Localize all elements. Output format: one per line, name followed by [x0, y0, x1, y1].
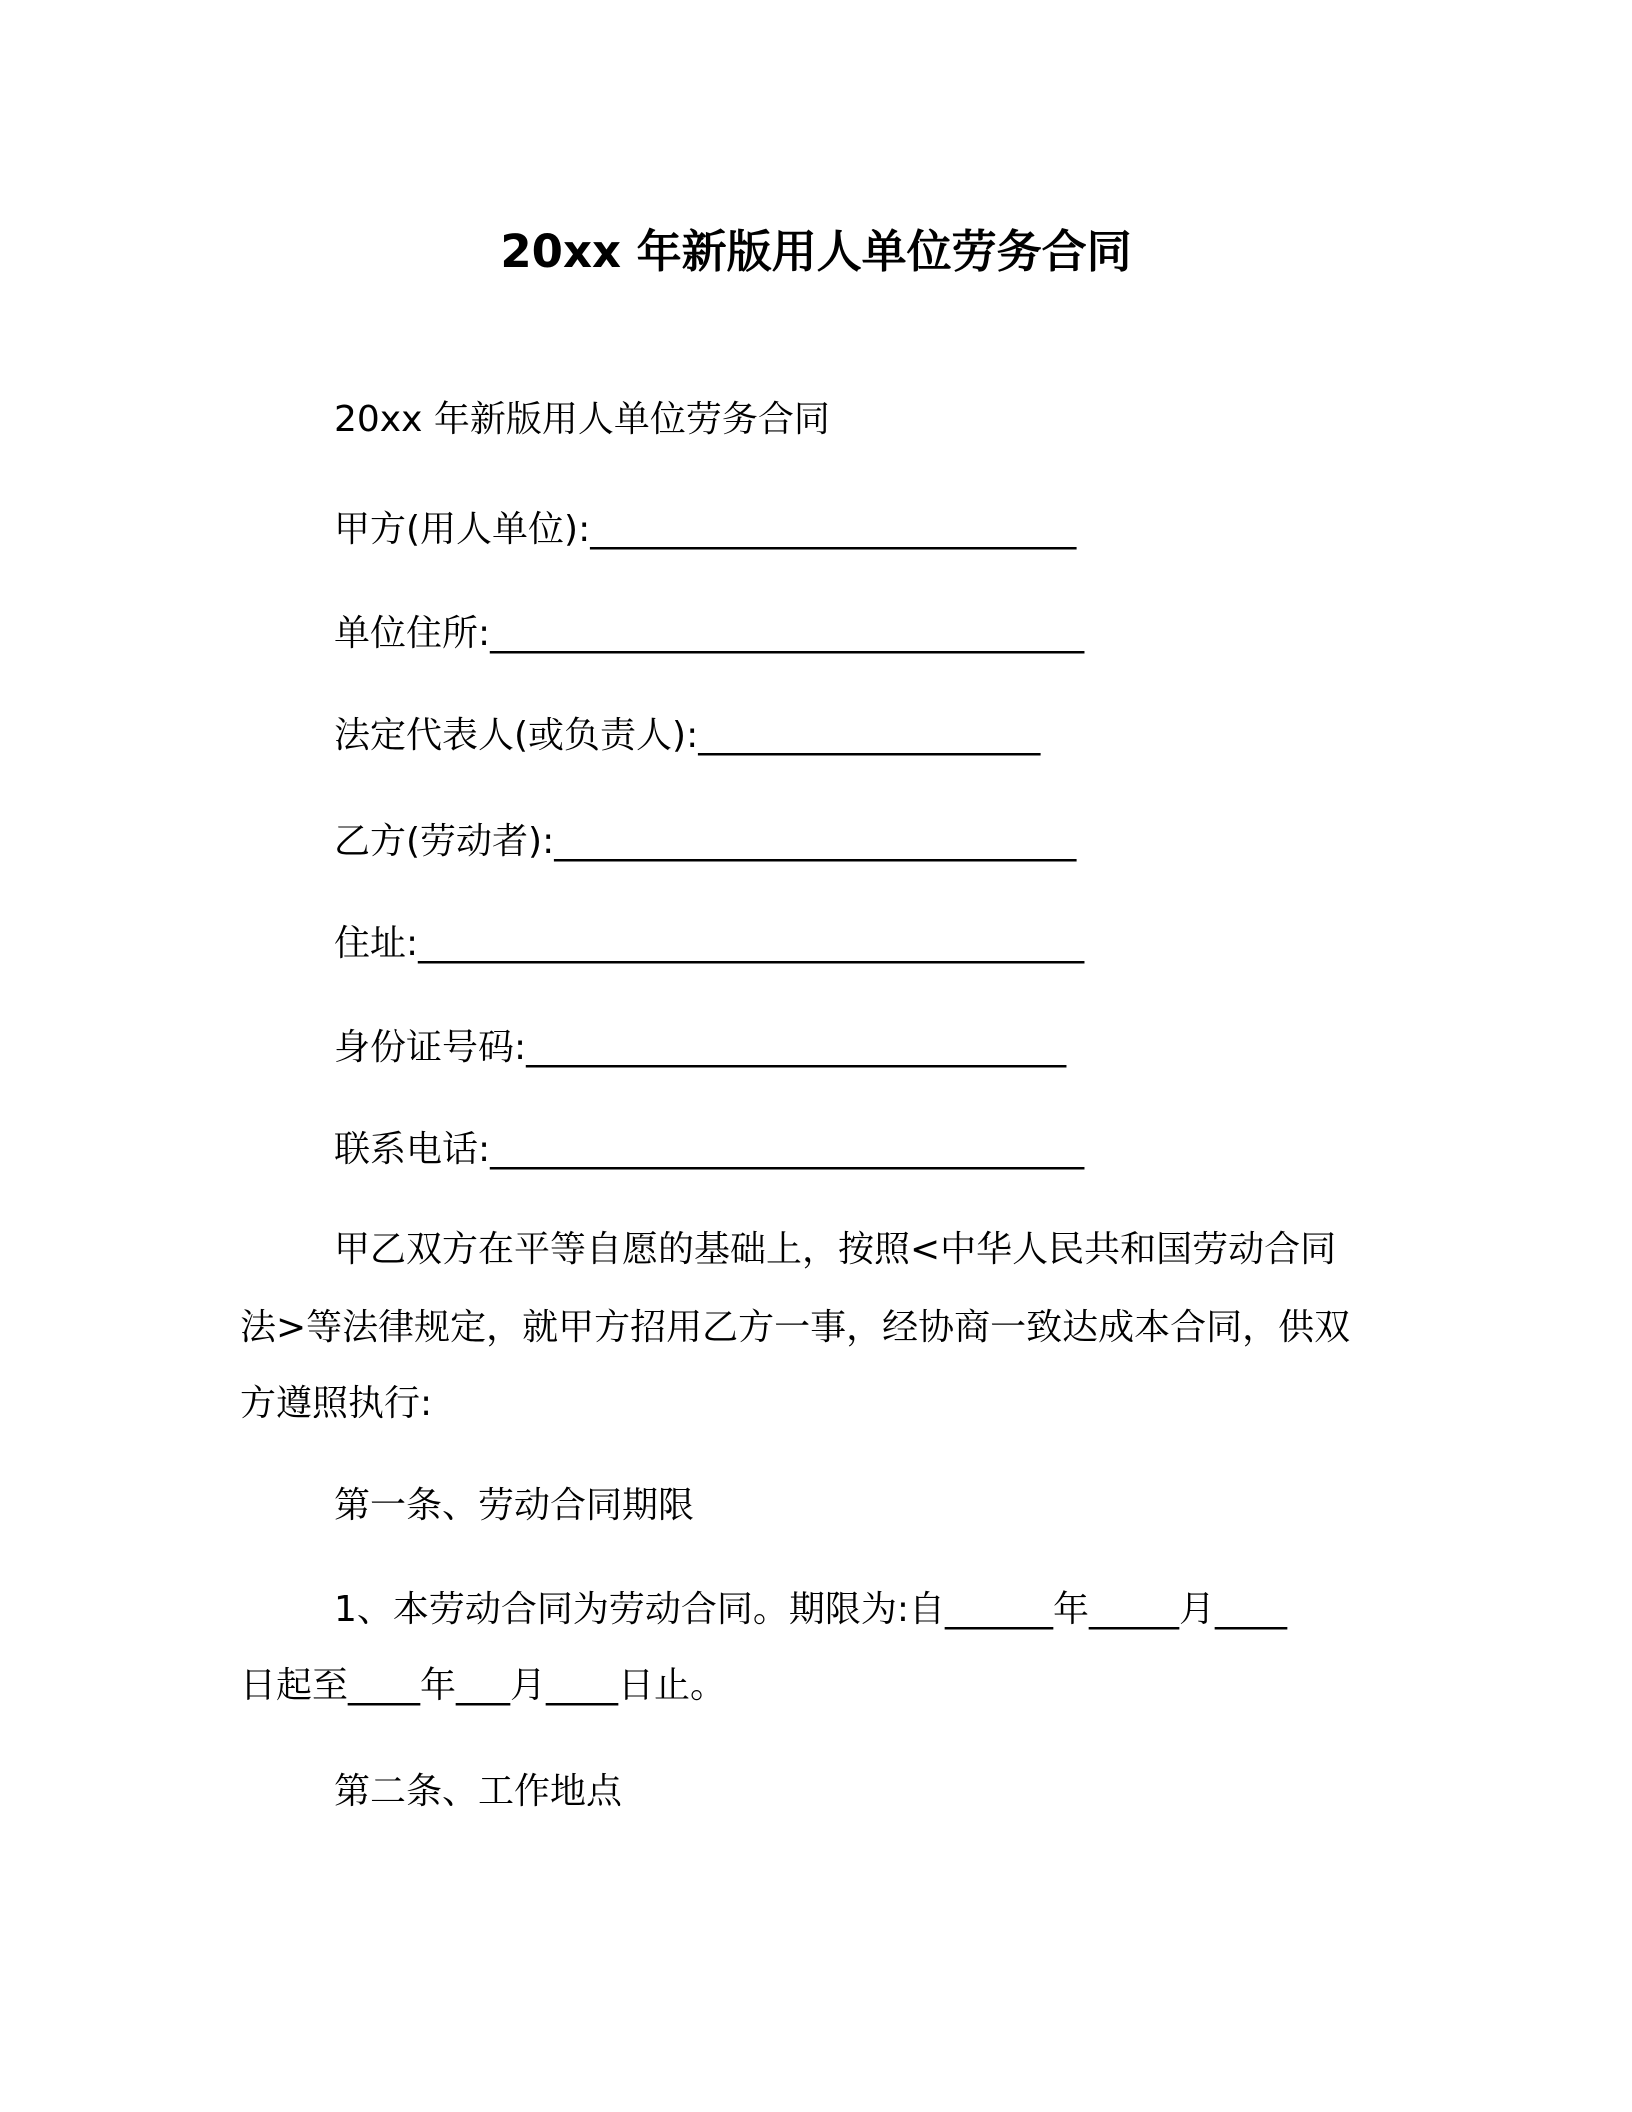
document-subtitle: 20xx 年新版用人单位劳务合同: [334, 399, 830, 440]
document-title: 20xx 年新版用人单位劳务合同: [500, 225, 1132, 278]
party-a-address-field: 单位住所:_________________________________: [334, 613, 1085, 654]
article-1-item-1-line-2: 日起至____年___月____日止。: [240, 1665, 727, 1706]
id-number-field: 身份证号码:______________________________: [334, 1027, 1067, 1068]
article-2-heading: 第二条、工作地点: [334, 1771, 623, 1812]
phone-field: 联系电话:_________________________________: [334, 1129, 1085, 1170]
intro-paragraph-line-1: 甲乙双方在平等自愿的基础上，按照<中华人民共和国劳动合同: [334, 1229, 1337, 1270]
article-1-heading: 第一条、劳动合同期限: [334, 1485, 695, 1526]
party-a-field: 甲方(用人单位):___________________________: [334, 509, 1077, 550]
party-b-field: 乙方(劳动者):_____________________________: [334, 821, 1077, 862]
article-1-item-1-line-1: 1、本劳动合同为劳动合同。期限为:自______年_____月____: [334, 1589, 1288, 1630]
legal-representative-field: 法定代表人(或负责人):___________________: [334, 715, 1041, 756]
party-b-address-field: 住址:_____________________________________: [334, 923, 1085, 964]
intro-paragraph-line-2: 法>等法律规定，就甲方招用乙方一事，经协商一致达成本合同，供双: [240, 1307, 1351, 1348]
intro-paragraph-line-3: 方遵照执行:: [240, 1383, 433, 1424]
